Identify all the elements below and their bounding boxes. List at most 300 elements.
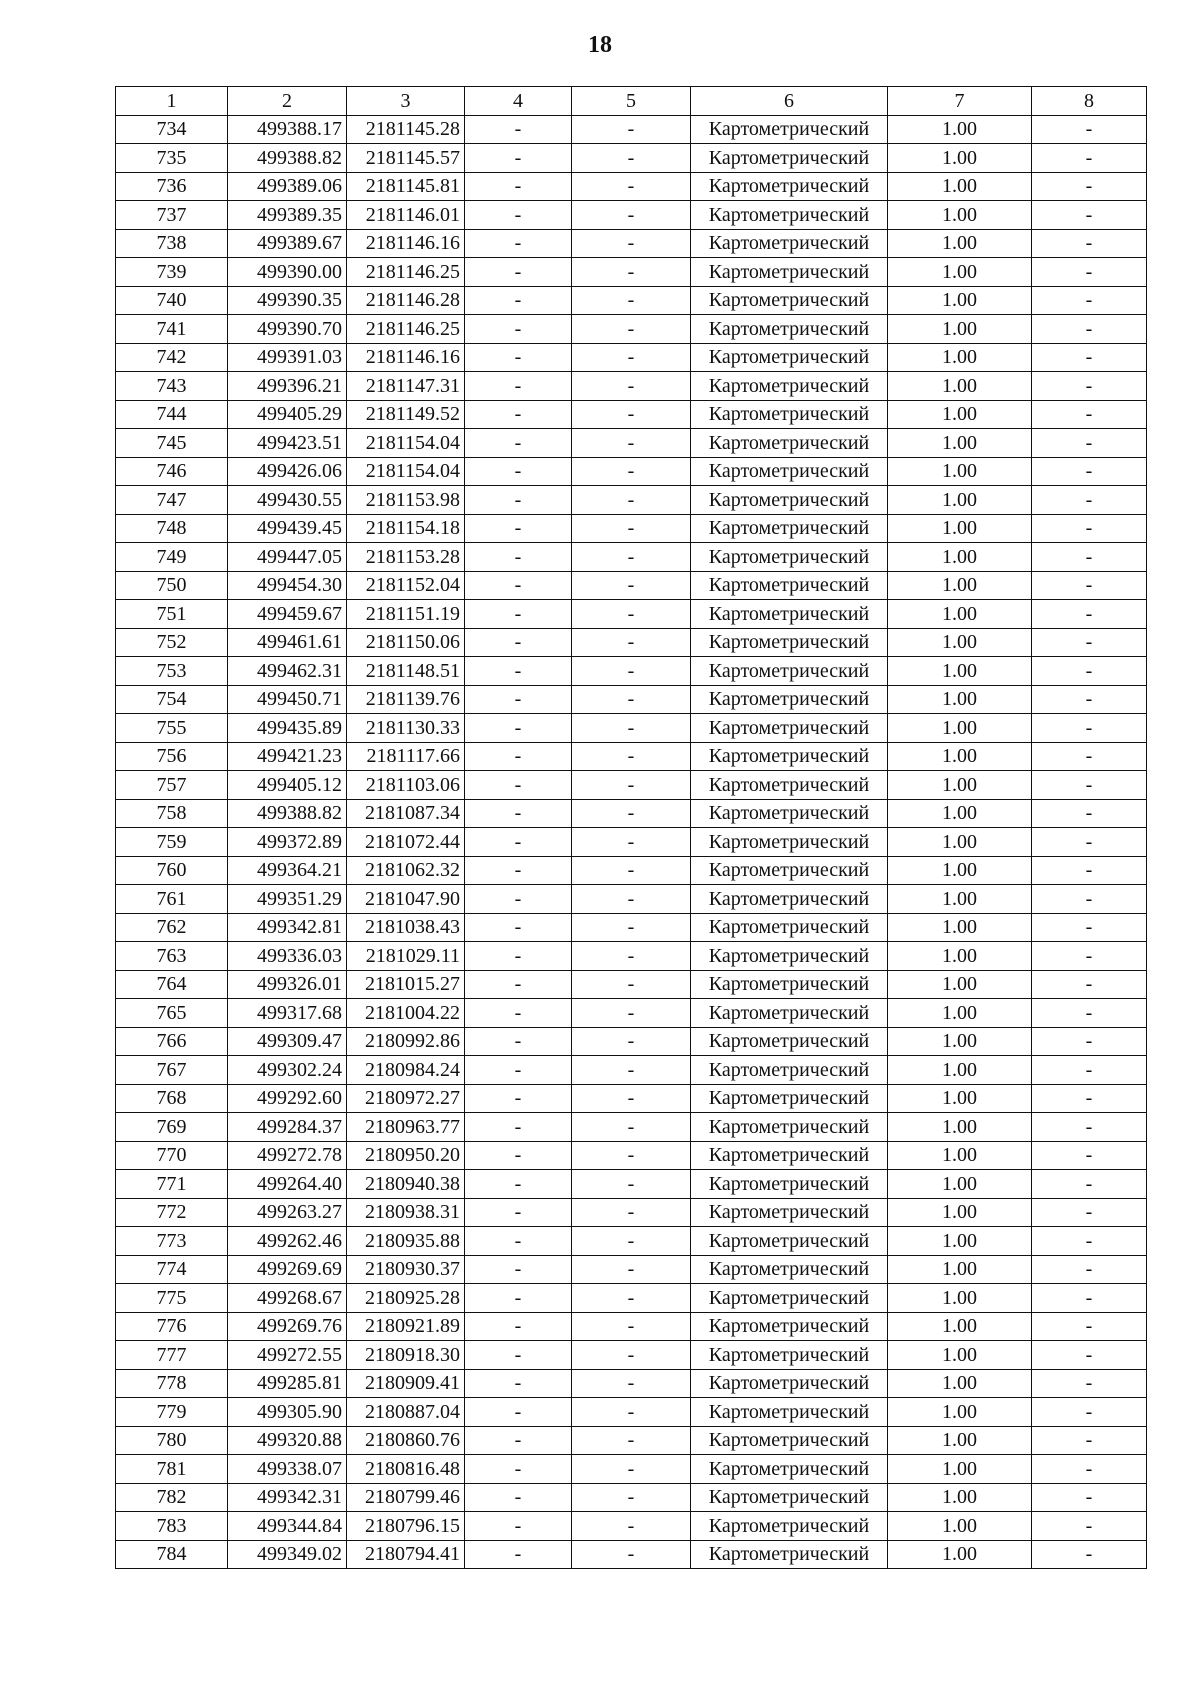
x-coordinate-cell: 499461.61 [228,628,347,657]
x-coordinate-cell: 499268.67 [228,1284,347,1313]
accuracy-cell: 1.00 [888,970,1032,999]
column-header: 6 [691,87,888,116]
column-4-cell: - [465,457,572,486]
column-8-cell: - [1032,115,1147,144]
column-4-cell: - [465,1056,572,1085]
column-8-cell: - [1032,913,1147,942]
column-5-cell: - [572,1198,691,1227]
column-4-cell: - [465,115,572,144]
y-coordinate-cell: 2181072.44 [347,828,465,857]
table-row [116,115,1147,144]
column-5-cell: - [572,828,691,857]
x-coordinate-cell: 499430.55 [228,486,347,515]
table-row [116,1426,1147,1455]
y-coordinate-cell: 2180940.38 [347,1170,465,1199]
point-number-cell: 752 [116,628,228,657]
x-coordinate-cell: 499302.24 [228,1056,347,1085]
column-8-cell: - [1032,201,1147,230]
column-8-cell: - [1032,828,1147,857]
point-number-cell: 777 [116,1341,228,1370]
column-4-cell: - [465,657,572,686]
column-4-cell: - [465,1483,572,1512]
method-cell: Картометрический [691,229,888,258]
method-cell: Картометрический [691,1084,888,1113]
column-4-cell: - [465,1540,572,1569]
column-8-cell: - [1032,1455,1147,1484]
table-row [116,229,1147,258]
table-row [116,315,1147,344]
method-cell: Картометрический [691,429,888,458]
column-8-cell: - [1032,1227,1147,1256]
accuracy-cell: 1.00 [888,1426,1032,1455]
point-number-cell: 782 [116,1483,228,1512]
x-coordinate-cell: 499272.55 [228,1341,347,1370]
x-coordinate-cell: 499405.12 [228,771,347,800]
y-coordinate-cell: 2180799.46 [347,1483,465,1512]
table-row [116,1227,1147,1256]
column-4-cell: - [465,400,572,429]
point-number-cell: 742 [116,343,228,372]
point-number-cell: 755 [116,714,228,743]
accuracy-cell: 1.00 [888,942,1032,971]
table-row [116,1398,1147,1427]
table-row [116,799,1147,828]
x-coordinate-cell: 499450.71 [228,685,347,714]
table-row [116,486,1147,515]
point-number-cell: 769 [116,1113,228,1142]
column-4-cell: - [465,201,572,230]
point-number-cell: 741 [116,315,228,344]
column-5-cell: - [572,628,691,657]
column-5-cell: - [572,771,691,800]
method-cell: Картометрический [691,799,888,828]
x-coordinate-cell: 499439.45 [228,514,347,543]
table-row [116,1284,1147,1313]
method-cell: Картометрический [691,400,888,429]
y-coordinate-cell: 2181145.28 [347,115,465,144]
column-4-cell: - [465,1255,572,1284]
point-number-cell: 756 [116,742,228,771]
x-coordinate-cell: 499264.40 [228,1170,347,1199]
point-number-cell: 766 [116,1027,228,1056]
column-4-cell: - [465,1455,572,1484]
point-number-cell: 771 [116,1170,228,1199]
column-5-cell: - [572,1027,691,1056]
accuracy-cell: 1.00 [888,1540,1032,1569]
method-cell: Картометрический [691,1284,888,1313]
y-coordinate-cell: 2181146.25 [347,258,465,287]
y-coordinate-cell: 2180860.76 [347,1426,465,1455]
y-coordinate-cell: 2181147.31 [347,372,465,401]
method-cell: Картометрический [691,1483,888,1512]
table-row [116,372,1147,401]
column-4-cell: - [465,1198,572,1227]
column-8-cell: - [1032,400,1147,429]
point-number-cell: 768 [116,1084,228,1113]
point-number-cell: 751 [116,600,228,629]
point-number-cell: 739 [116,258,228,287]
column-5-cell: - [572,1141,691,1170]
accuracy-cell: 1.00 [888,1512,1032,1541]
method-cell: Картометрический [691,714,888,743]
x-coordinate-cell: 499305.90 [228,1398,347,1427]
column-5-cell: - [572,685,691,714]
method-cell: Картометрический [691,1369,888,1398]
column-4-cell: - [465,144,572,173]
point-number-cell: 757 [116,771,228,800]
column-4-cell: - [465,771,572,800]
table-row [116,571,1147,600]
table-row [116,600,1147,629]
y-coordinate-cell: 2181146.16 [347,229,465,258]
column-8-cell: - [1032,628,1147,657]
method-cell: Картометрический [691,172,888,201]
method-cell: Картометрический [691,1056,888,1085]
point-number-cell: 760 [116,856,228,885]
column-8-cell: - [1032,1113,1147,1142]
column-4-cell: - [465,172,572,201]
x-coordinate-cell: 499388.82 [228,144,347,173]
column-8-cell: - [1032,286,1147,315]
column-5-cell: - [572,286,691,315]
column-5-cell: - [572,514,691,543]
column-4-cell: - [465,258,572,287]
method-cell: Картометрический [691,1426,888,1455]
accuracy-cell: 1.00 [888,1027,1032,1056]
x-coordinate-cell: 499421.23 [228,742,347,771]
table-row [116,1255,1147,1284]
x-coordinate-cell: 499390.35 [228,286,347,315]
column-8-cell: - [1032,1056,1147,1085]
column-8-cell: - [1032,1312,1147,1341]
table-row [116,1369,1147,1398]
table-row [116,685,1147,714]
point-number-cell: 763 [116,942,228,971]
accuracy-cell: 1.00 [888,714,1032,743]
column-4-cell: - [465,1426,572,1455]
x-coordinate-cell: 499272.78 [228,1141,347,1170]
x-coordinate-cell: 499389.35 [228,201,347,230]
table-row [116,400,1147,429]
column-5-cell: - [572,1170,691,1199]
column-header: 8 [1032,87,1147,116]
x-coordinate-cell: 499388.17 [228,115,347,144]
column-5-cell: - [572,714,691,743]
point-number-cell: 783 [116,1512,228,1541]
method-cell: Картометрический [691,685,888,714]
x-coordinate-cell: 499342.81 [228,913,347,942]
method-cell: Картометрический [691,970,888,999]
y-coordinate-cell: 2180796.15 [347,1512,465,1541]
point-number-cell: 758 [116,799,228,828]
y-coordinate-cell: 2180921.89 [347,1312,465,1341]
column-8-cell: - [1032,856,1147,885]
method-cell: Картометрический [691,1255,888,1284]
point-number-cell: 743 [116,372,228,401]
column-8-cell: - [1032,799,1147,828]
column-5-cell: - [572,1455,691,1484]
accuracy-cell: 1.00 [888,600,1032,629]
column-5-cell: - [572,343,691,372]
column-4-cell: - [465,1170,572,1199]
method-cell: Картометрический [691,600,888,629]
x-coordinate-cell: 499342.31 [228,1483,347,1512]
column-8-cell: - [1032,714,1147,743]
accuracy-cell: 1.00 [888,543,1032,572]
y-coordinate-cell: 2181150.06 [347,628,465,657]
table-row [116,742,1147,771]
accuracy-cell: 1.00 [888,657,1032,686]
y-coordinate-cell: 2181152.04 [347,571,465,600]
column-4-cell: - [465,1369,572,1398]
column-5-cell: - [572,429,691,458]
method-cell: Картометрический [691,771,888,800]
column-8-cell: - [1032,1198,1147,1227]
x-coordinate-cell: 499389.67 [228,229,347,258]
x-coordinate-cell: 499391.03 [228,343,347,372]
table-row [116,457,1147,486]
method-cell: Картометрический [691,1341,888,1370]
column-header: 7 [888,87,1032,116]
accuracy-cell: 1.00 [888,913,1032,942]
point-number-cell: 740 [116,286,228,315]
column-4-cell: - [465,628,572,657]
accuracy-cell: 1.00 [888,771,1032,800]
table-row [116,543,1147,572]
table-row [116,201,1147,230]
column-8-cell: - [1032,1540,1147,1569]
column-8-cell: - [1032,543,1147,572]
column-5-cell: - [572,1341,691,1370]
table-row [116,1483,1147,1512]
method-cell: Картометрический [691,115,888,144]
accuracy-cell: 1.00 [888,229,1032,258]
column-header: 3 [347,87,465,116]
method-cell: Картометрический [691,343,888,372]
table-row [116,1540,1147,1569]
column-4-cell: - [465,742,572,771]
column-header: 2 [228,87,347,116]
x-coordinate-cell: 499262.46 [228,1227,347,1256]
method-cell: Картометрический [691,1113,888,1142]
page-number: 18 [588,32,612,58]
column-5-cell: - [572,571,691,600]
table-row [116,1198,1147,1227]
column-8-cell: - [1032,258,1147,287]
column-header: 5 [572,87,691,116]
column-5-cell: - [572,970,691,999]
column-8-cell: - [1032,172,1147,201]
y-coordinate-cell: 2180930.37 [347,1255,465,1284]
y-coordinate-cell: 2180909.41 [347,1369,465,1398]
table-row [116,1312,1147,1341]
column-header: 4 [465,87,572,116]
y-coordinate-cell: 2180963.77 [347,1113,465,1142]
column-4-cell: - [465,543,572,572]
column-5-cell: - [572,799,691,828]
column-4-cell: - [465,799,572,828]
column-5-cell: - [572,1227,691,1256]
accuracy-cell: 1.00 [888,799,1032,828]
y-coordinate-cell: 2181062.32 [347,856,465,885]
column-8-cell: - [1032,372,1147,401]
column-4-cell: - [465,685,572,714]
x-coordinate-cell: 499344.84 [228,1512,347,1541]
point-number-cell: 736 [116,172,228,201]
method-cell: Картометрический [691,286,888,315]
column-5-cell: - [572,486,691,515]
column-8-cell: - [1032,1255,1147,1284]
y-coordinate-cell: 2181153.98 [347,486,465,515]
y-coordinate-cell: 2181153.28 [347,543,465,572]
column-5-cell: - [572,144,691,173]
accuracy-cell: 1.00 [888,742,1032,771]
point-number-cell: 759 [116,828,228,857]
method-cell: Картометрический [691,372,888,401]
accuracy-cell: 1.00 [888,457,1032,486]
column-4-cell: - [465,343,572,372]
y-coordinate-cell: 2181149.52 [347,400,465,429]
point-number-cell: 738 [116,229,228,258]
point-number-cell: 735 [116,144,228,173]
table-row [116,429,1147,458]
column-4-cell: - [465,913,572,942]
accuracy-cell: 1.00 [888,1341,1032,1370]
column-5-cell: - [572,229,691,258]
table-row [116,286,1147,315]
column-8-cell: - [1032,1512,1147,1541]
y-coordinate-cell: 2180887.04 [347,1398,465,1427]
table-row [116,1141,1147,1170]
column-5-cell: - [572,315,691,344]
x-coordinate-cell: 499317.68 [228,999,347,1028]
y-coordinate-cell: 2180918.30 [347,1341,465,1370]
column-8-cell: - [1032,1170,1147,1199]
method-cell: Картометрический [691,1227,888,1256]
point-number-cell: 748 [116,514,228,543]
table-row [116,514,1147,543]
y-coordinate-cell: 2181139.76 [347,685,465,714]
x-coordinate-cell: 499364.21 [228,856,347,885]
column-8-cell: - [1032,429,1147,458]
accuracy-cell: 1.00 [888,1227,1032,1256]
accuracy-cell: 1.00 [888,1056,1032,1085]
column-8-cell: - [1032,942,1147,971]
column-4-cell: - [465,1084,572,1113]
point-number-cell: 764 [116,970,228,999]
column-4-cell: - [465,315,572,344]
y-coordinate-cell: 2180794.41 [347,1540,465,1569]
table-row [116,343,1147,372]
column-8-cell: - [1032,999,1147,1028]
table-row [116,1455,1147,1484]
point-number-cell: 734 [116,115,228,144]
accuracy-cell: 1.00 [888,1084,1032,1113]
method-cell: Картометрический [691,1312,888,1341]
x-coordinate-cell: 499336.03 [228,942,347,971]
column-4-cell: - [465,942,572,971]
accuracy-cell: 1.00 [888,1398,1032,1427]
column-8-cell: - [1032,457,1147,486]
table-row [116,970,1147,999]
method-cell: Картометрический [691,201,888,230]
point-number-cell: 754 [116,685,228,714]
method-cell: Картометрический [691,742,888,771]
column-5-cell: - [572,999,691,1028]
accuracy-cell: 1.00 [888,999,1032,1028]
table-row [116,1084,1147,1113]
method-cell: Картометрический [691,828,888,857]
x-coordinate-cell: 499269.76 [228,1312,347,1341]
column-5-cell: - [572,1398,691,1427]
y-coordinate-cell: 2181029.11 [347,942,465,971]
method-cell: Картометрический [691,144,888,173]
column-5-cell: - [572,856,691,885]
column-4-cell: - [465,486,572,515]
table-row [116,1170,1147,1199]
column-5-cell: - [572,942,691,971]
table-row [116,999,1147,1028]
y-coordinate-cell: 2181145.57 [347,144,465,173]
column-8-cell: - [1032,1426,1147,1455]
column-8-cell: - [1032,1341,1147,1370]
method-cell: Картометрический [691,258,888,287]
y-coordinate-cell: 2180972.27 [347,1084,465,1113]
method-cell: Картометрический [691,1512,888,1541]
accuracy-cell: 1.00 [888,1455,1032,1484]
table-row [116,172,1147,201]
accuracy-cell: 1.00 [888,486,1032,515]
point-number-cell: 778 [116,1369,228,1398]
column-4-cell: - [465,1227,572,1256]
column-8-cell: - [1032,315,1147,344]
point-number-cell: 753 [116,657,228,686]
column-4-cell: - [465,885,572,914]
column-8-cell: - [1032,1483,1147,1512]
accuracy-cell: 1.00 [888,144,1032,173]
table-row [116,1113,1147,1142]
column-8-cell: - [1032,742,1147,771]
column-5-cell: - [572,400,691,429]
table-row [116,1056,1147,1085]
table-row [116,1341,1147,1370]
x-coordinate-cell: 499454.30 [228,571,347,600]
column-5-cell: - [572,1056,691,1085]
accuracy-cell: 1.00 [888,172,1032,201]
table-row [116,913,1147,942]
x-coordinate-cell: 499447.05 [228,543,347,572]
y-coordinate-cell: 2181004.22 [347,999,465,1028]
column-4-cell: - [465,1398,572,1427]
table-row [116,942,1147,971]
method-cell: Картометрический [691,486,888,515]
column-4-cell: - [465,1113,572,1142]
column-5-cell: - [572,1512,691,1541]
x-coordinate-cell: 499388.82 [228,799,347,828]
column-8-cell: - [1032,486,1147,515]
accuracy-cell: 1.00 [888,571,1032,600]
table-row [116,714,1147,743]
column-5-cell: - [572,258,691,287]
x-coordinate-cell: 499351.29 [228,885,347,914]
column-4-cell: - [465,1027,572,1056]
method-cell: Картометрический [691,885,888,914]
y-coordinate-cell: 2181154.04 [347,457,465,486]
accuracy-cell: 1.00 [888,1198,1032,1227]
y-coordinate-cell: 2181103.06 [347,771,465,800]
table-body [116,115,1147,1569]
table-header-row [116,87,1147,116]
